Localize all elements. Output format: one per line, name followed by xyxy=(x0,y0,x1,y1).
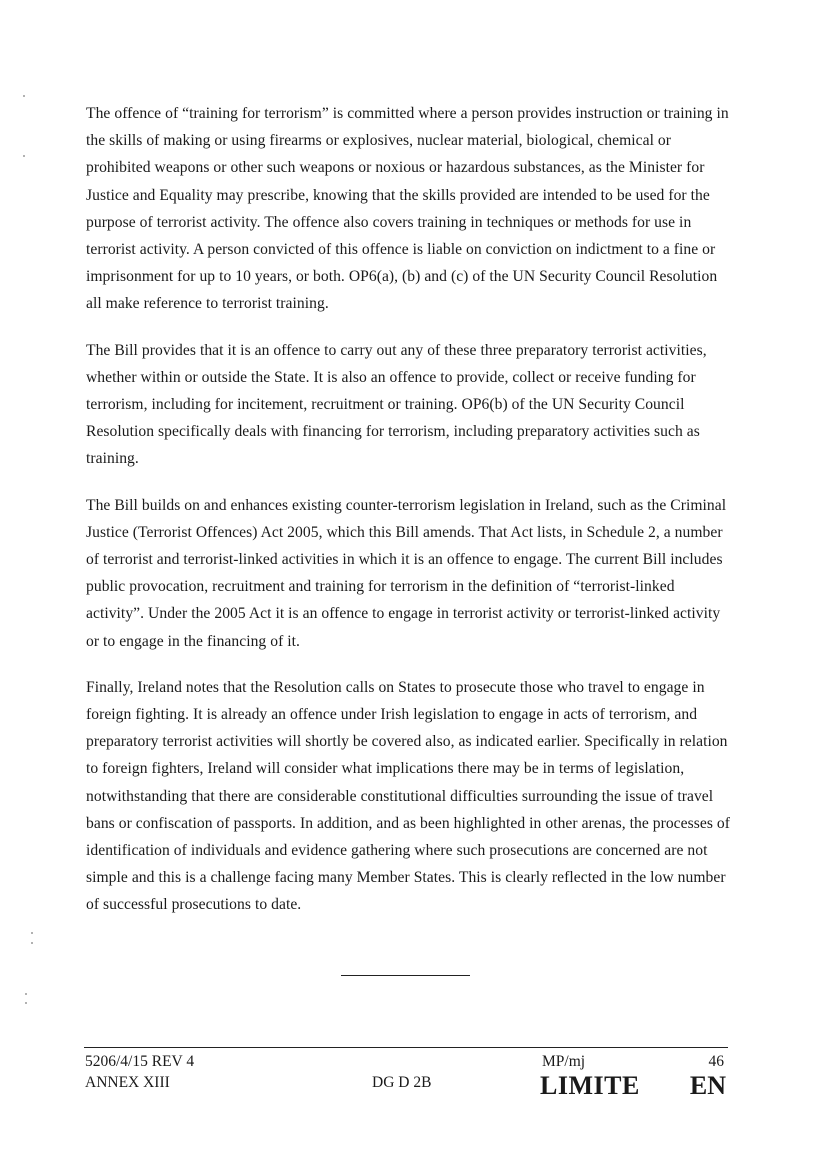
language-code: EN xyxy=(689,1071,726,1100)
document-body xyxy=(86,100,732,938)
page-number: 46 xyxy=(708,1053,724,1070)
scan-speck xyxy=(23,155,25,157)
scan-speck xyxy=(25,1002,27,1004)
scan-speck xyxy=(31,942,33,944)
paragraph-foreign-fighters: Finally, Ireland notes that the Resolution calls on States to prosecute those who travel to engage in foreign fighting. It is already an offence under Irish legislation to engage in acts of terrorism, and preparatory terrorist activities will shortly be covered also, as indicated earlier. Specifically in relation to foreign fighters, Ireland will consider what implications there may be in terms of legislation, notwithstanding that there are considerable constitutional difficulties surrounding the issue of travel bans or confiscation of passports. In addition, and as been highlighted in other arenas, the processes of identification of individuals and evidence gathering where such prosecutions are concerned are not simple and this is a challenge facing many Member States. This is clearly reflected in the low number of successful prosecutions to date. xyxy=(86,678,730,914)
section-end-divider xyxy=(341,975,470,976)
author-initials: MP/mj xyxy=(542,1053,586,1070)
directorate-code: DG D 2B xyxy=(372,1074,432,1091)
document-reference: 5206/4/15 REV 4 xyxy=(85,1053,195,1070)
scan-speck xyxy=(23,95,25,97)
scan-speck xyxy=(25,993,27,995)
paragraph-existing-legislation: The Bill builds on and enhances existing counter-terrorism legislation in Ireland, such as the Criminal Justice (Terrorist Offences) Act 2005, which this Bill amends. That Act lists, in Schedule 2, a number of terrorist and terrorist-linked activities in which it is an offence to engage. The current Bill includes public provocation, recruitment and training for terrorism in the definition of “terrorist-linked activity”. Under the 2005 Act it is an offence to engage in terrorist activity or terrorist-linked activity or to engage in the financing of it. xyxy=(86,496,727,650)
paragraph-training-for-terrorism: The offence of “training for terrorism” is committed where a person provides instruction or training in the skills of making or using firearms or explosives, nuclear material, biological, chemical or prohibited weapons or other such weapons or noxious or hazardous substances, as the Minister for Justice and Equality may prescribe, knowing that the skills provided are intended to be used for the purpose of terrorist activity. The offence also covers training in techniques or methods for use in terrorist activity. A person convicted of this offence is liable on conviction on indictment to a fine or imprisonment for up to 10 years, or both. OP6(a), (b) and (c) of the UN Security Council Resolution all make reference to terrorist training. xyxy=(86,105,729,313)
classification-marking: LIMITE xyxy=(540,1071,640,1100)
paragraph-preparatory-activities: The Bill provides that it is an offence to carry out any of these three preparatory terrorist activities, whether within or outside the State. It is also an offence to provide, collect or receive funding for terrorism, including for incitement, recruitment or training. OP6(b) of the UN Security Council Resolution specifically deals with financing for terrorism, including preparatory activities such as training. xyxy=(86,341,707,468)
annex-label: ANNEX XIII xyxy=(85,1074,170,1091)
footer-rule xyxy=(84,1047,728,1048)
scan-speck xyxy=(31,932,33,934)
page-footer xyxy=(84,1052,728,1102)
